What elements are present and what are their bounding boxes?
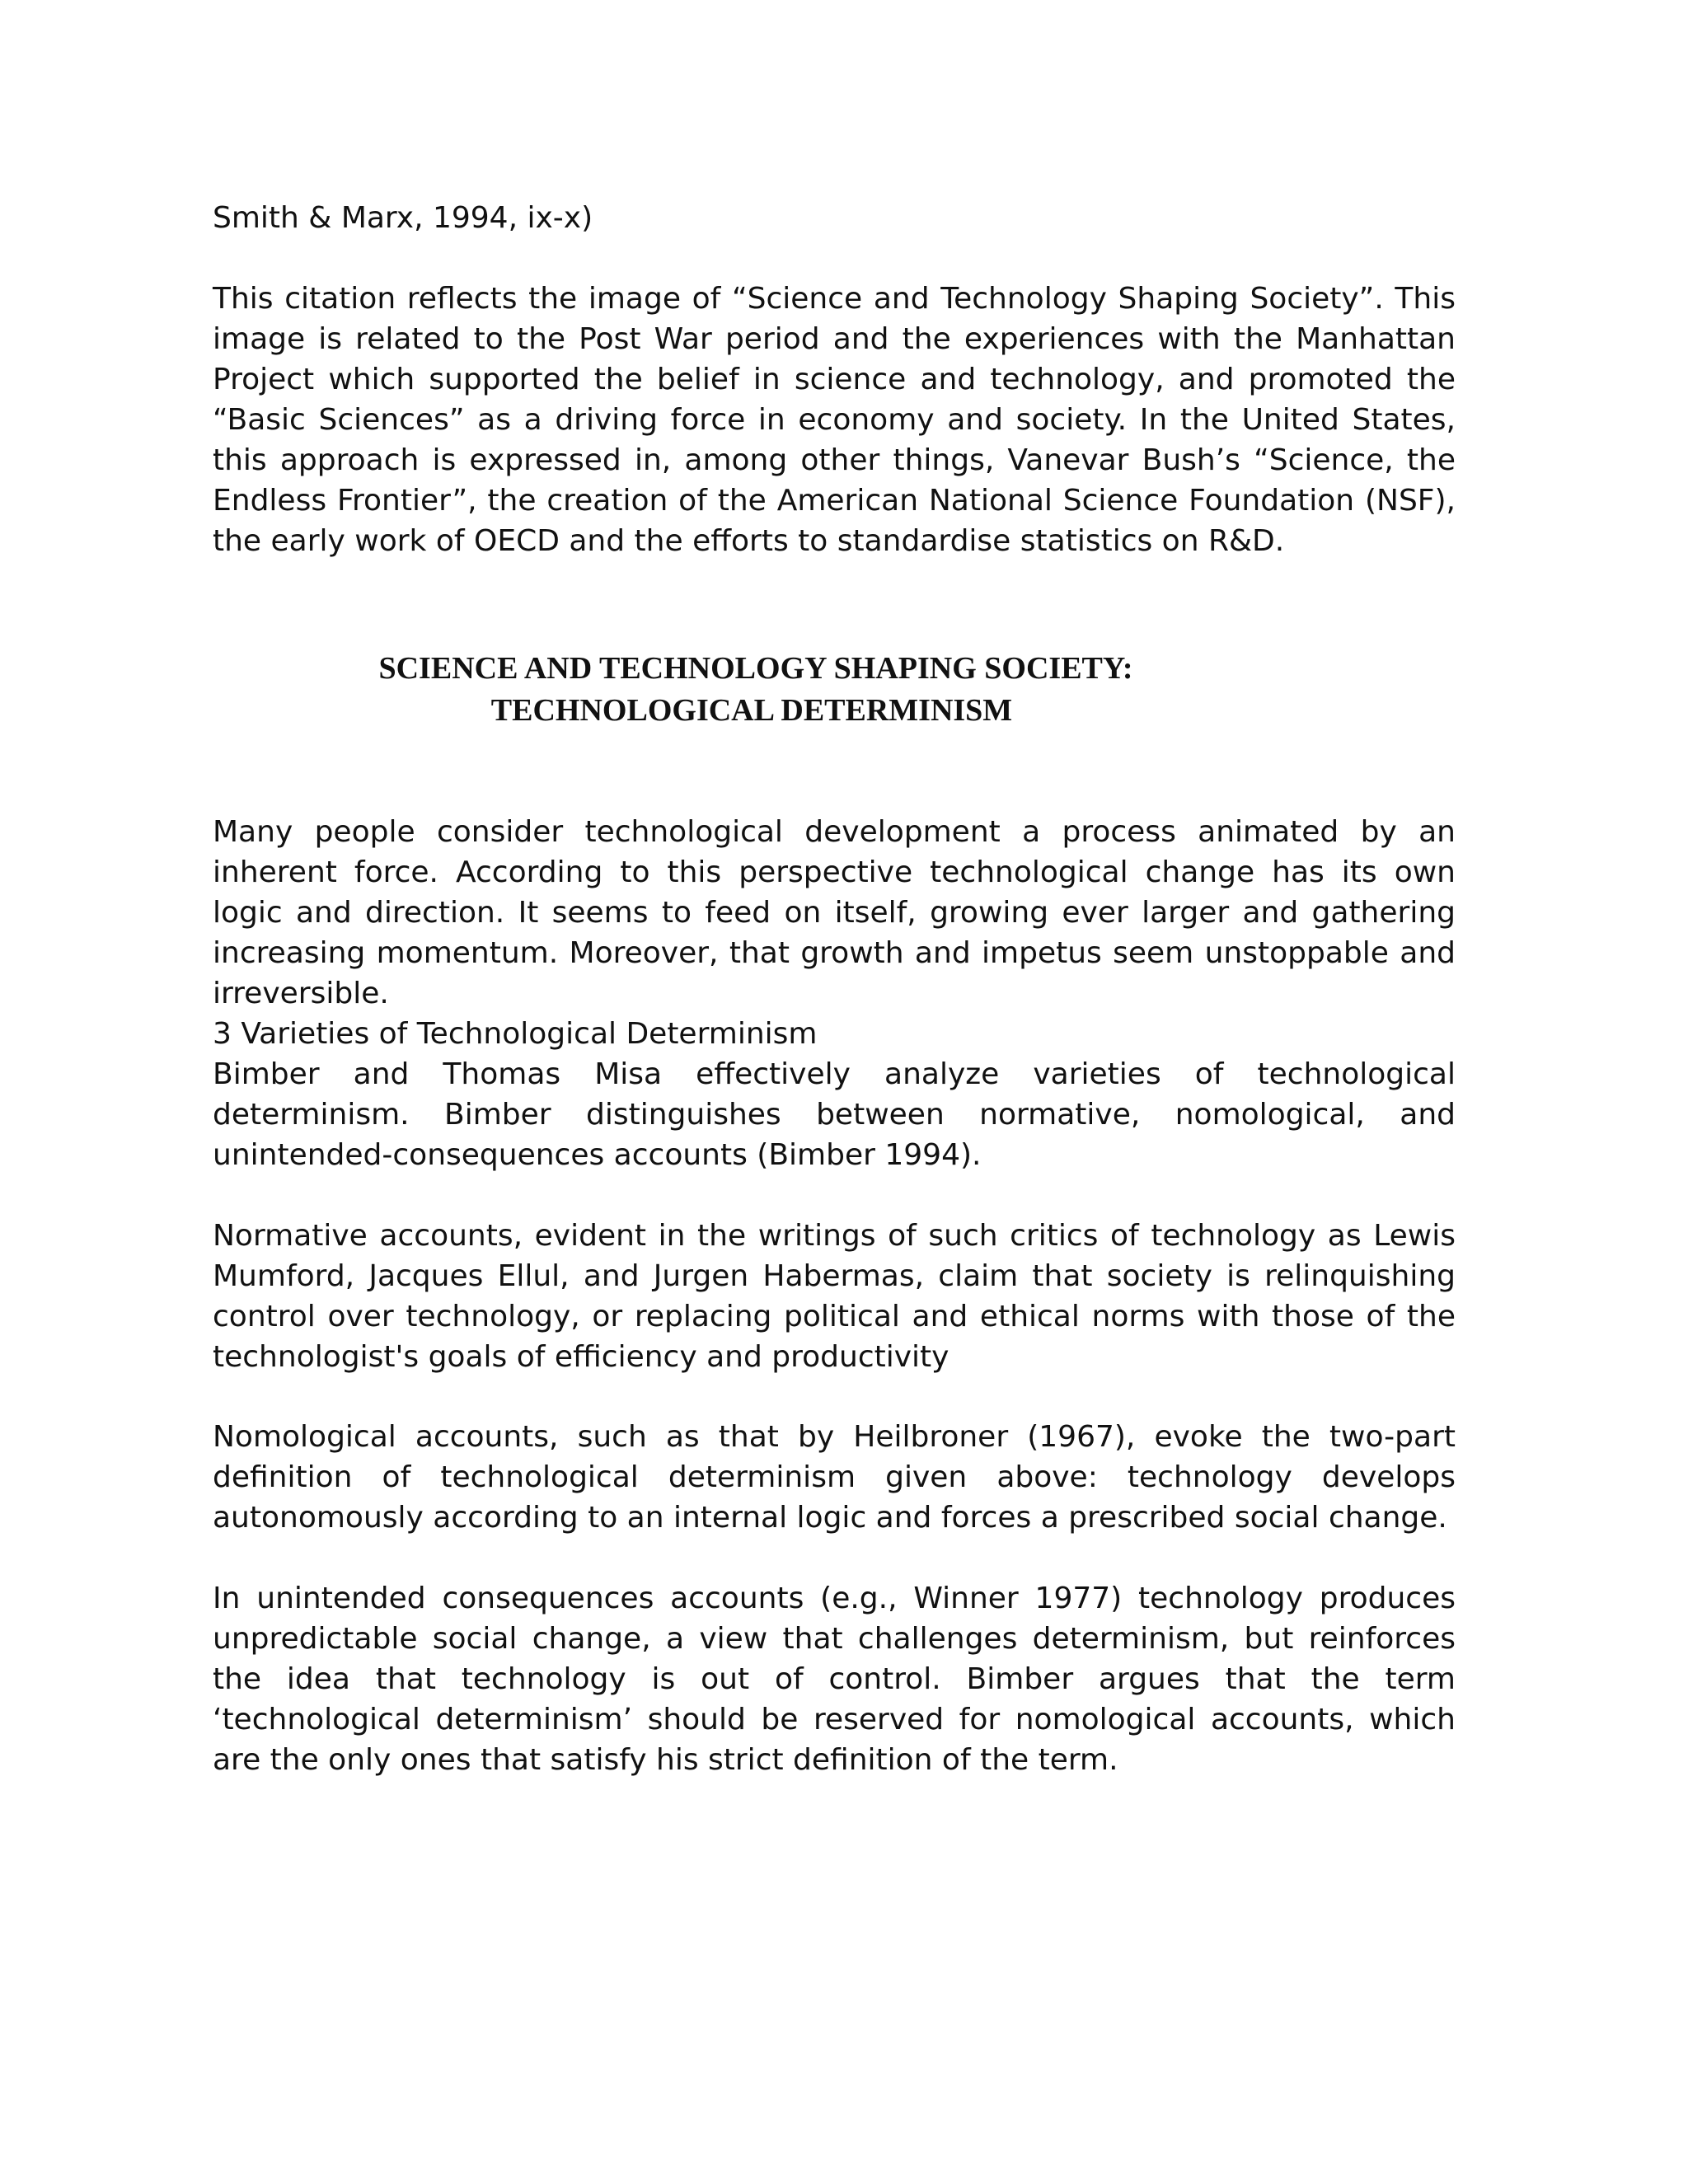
paragraph-nomological-accounts: Nomological accounts, such as that by Heilbroner (1967), evoke the two-part definition of technological determinism given above: technology develops autonomously according to an internal logic and forces a prescribed social change. — [213, 1420, 1456, 1535]
section-heading — [213, 648, 1456, 732]
paragraph-bimber-misa: Bimber and Thomas Misa effectively analyze varieties of technological determinism. Bimber distinguishes between normative, nomological, and unintended-consequences accounts (Bimber 1994). — [213, 1057, 1456, 1172]
citation-line: Smith & Marx, 1994, ix-x) — [213, 201, 593, 235]
paragraph-normative-accounts: Normative accounts, evident in the writings of such critics of technology as Lewis Mumford, Jacques Ellul, and Jurgen Habermas, claim that society is relinquishing control over technology, or replacing political and ethical norms with those of the technologist's goals of efficiency and productivity — [213, 1219, 1456, 1374]
paragraph-science-shaping-society: This citation reflects the image of “Science and Technology Shaping Society”. This image is related to the Post War period and the experiences with the Manhattan Project which supported the belief in science and technology, and promoted the “Basic Sciences” as a driving force in economy and society. In the United States, this approach is expressed in, among other things, Vanevar Bush’s “Science, the Endless Frontier”, the creation of the American National Science Foundation (NSF), the early work of OECD and the efforts to standardise statistics on R&D. — [213, 282, 1456, 558]
subheading-varieties: 3 Varieties of Technological Determinism — [213, 1017, 818, 1051]
section-heading-line-1: SCIENCE AND TECHNOLOGY SHAPING SOCIETY: — [378, 651, 1133, 686]
section-heading-line-2: TECHNOLOGICAL DETERMINISM — [490, 693, 1013, 728]
paragraph-technological-development: Many people consider technological development a process animated by an inherent force. According to this perspective technological change has its own logic and direction. It seems to feed on itself, growing ever larger and gathering increasing momentum. Moreover, that growth and impetus seem unstoppable and irreversible. — [213, 815, 1456, 1010]
paragraph-unintended-consequences: In unintended consequences accounts (e.g., Winner 1977) technology produces unpredictable social change, a view that challenges determinism, but reinforces the idea that technology is out of control. Bimber argues that the term ‘technological determinism’ should be reserved for nomological accounts, which are the only ones that satisfy his strict definition of the term. — [213, 1582, 1456, 1777]
